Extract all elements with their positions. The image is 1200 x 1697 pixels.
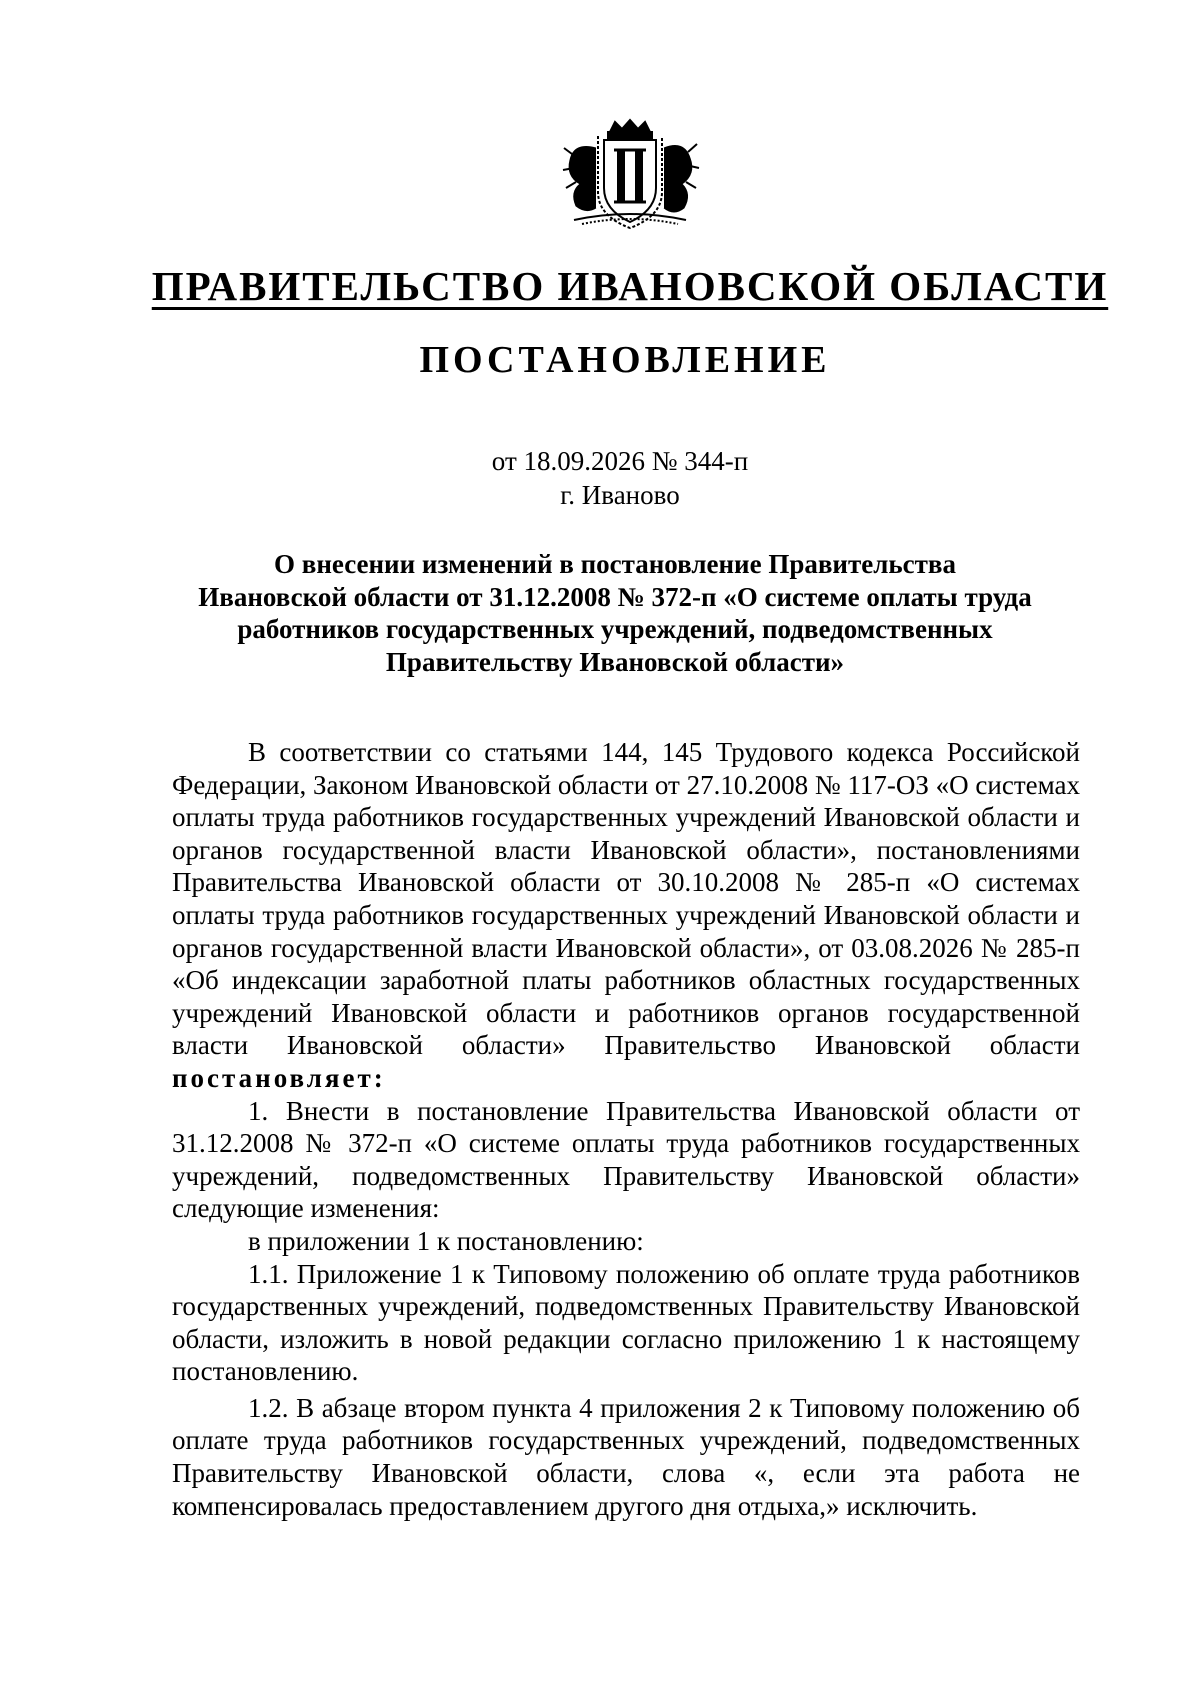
heading-line: Ивановской области от 31.12.2008 № 372-п «О системе оплаты труда bbox=[198, 581, 1032, 612]
annex-intro-paragraph: в приложении 1 к постановлению: bbox=[248, 1225, 644, 1256]
heading-line: О внесении изменений в постановление Правительства bbox=[274, 549, 956, 579]
heading-line: Правительству Ивановской области» bbox=[385, 646, 845, 677]
item-1-paragraph: 1. Внести в постановление Правительства Ивановской области от 31.12.2008 № 372-п «О системе оплаты труда работников государственных учреждений, подведомственных Правительству Ивановской области» следующие изменения: bbox=[172, 1095, 1080, 1224]
coat-of-arms-icon bbox=[560, 118, 700, 230]
decree-word: постановляет: bbox=[172, 1062, 386, 1093]
document-type: ПОСТАНОВЛЕНИЕ bbox=[419, 339, 831, 381]
item-1-1-paragraph: 1.1. Приложение 1 к Типовому положению об оплате труда работников государственных учреждений, подведомственных Правительству Ивановской области, изложить в новой редакции согласно приложению 1 к настоящему постановлению. bbox=[172, 1258, 1080, 1387]
heading-line: работников государственных учреждений, подведомственных bbox=[237, 614, 993, 644]
item-1-2-paragraph: 1.2. В абзаце втором пункта 4 приложения 2 к Типовому положению об оплате труда работников государственных учреждений, подведомственных Правительству Ивановской области, слова «, если эта работа не компенсировалась предоставлением другого дня отдыха,» исключить. bbox=[172, 1392, 1080, 1521]
city-line: г. Иваново bbox=[560, 480, 680, 510]
decree-heading bbox=[150, 548, 1080, 678]
decree-body bbox=[172, 736, 1080, 1522]
organization-title: ПРАВИТЕЛЬСТВО ИВАНОВСКОЙ ОБЛАСТИ bbox=[151, 263, 1109, 309]
date-number-line: от 18.09.2026 № 344-п bbox=[491, 446, 749, 476]
preamble-text: В соответствии со статьями 144, 145 Трудового кодекса Российской Федерации, Законом Ивановской области от 27.10.2008 № 117-ОЗ «О системах оплаты труда работников государственных учреждений Ивановской области и органов государственной власти Ивановской области», постановлениями Правительства Ивановской области от 30.10.2008 № 285-п «О системах оплаты труда работников государственных учреждений Ивановской области и органов государственной власти Ивановской области», от 03.08.2026 № 285-п «Об индексации заработной платы работников областных государственных учреждений Ивановской области и работников органов государственной власти Ивановской области» Правительство Ивановской области bbox=[172, 737, 1080, 1061]
preamble-paragraph bbox=[172, 736, 1080, 1095]
